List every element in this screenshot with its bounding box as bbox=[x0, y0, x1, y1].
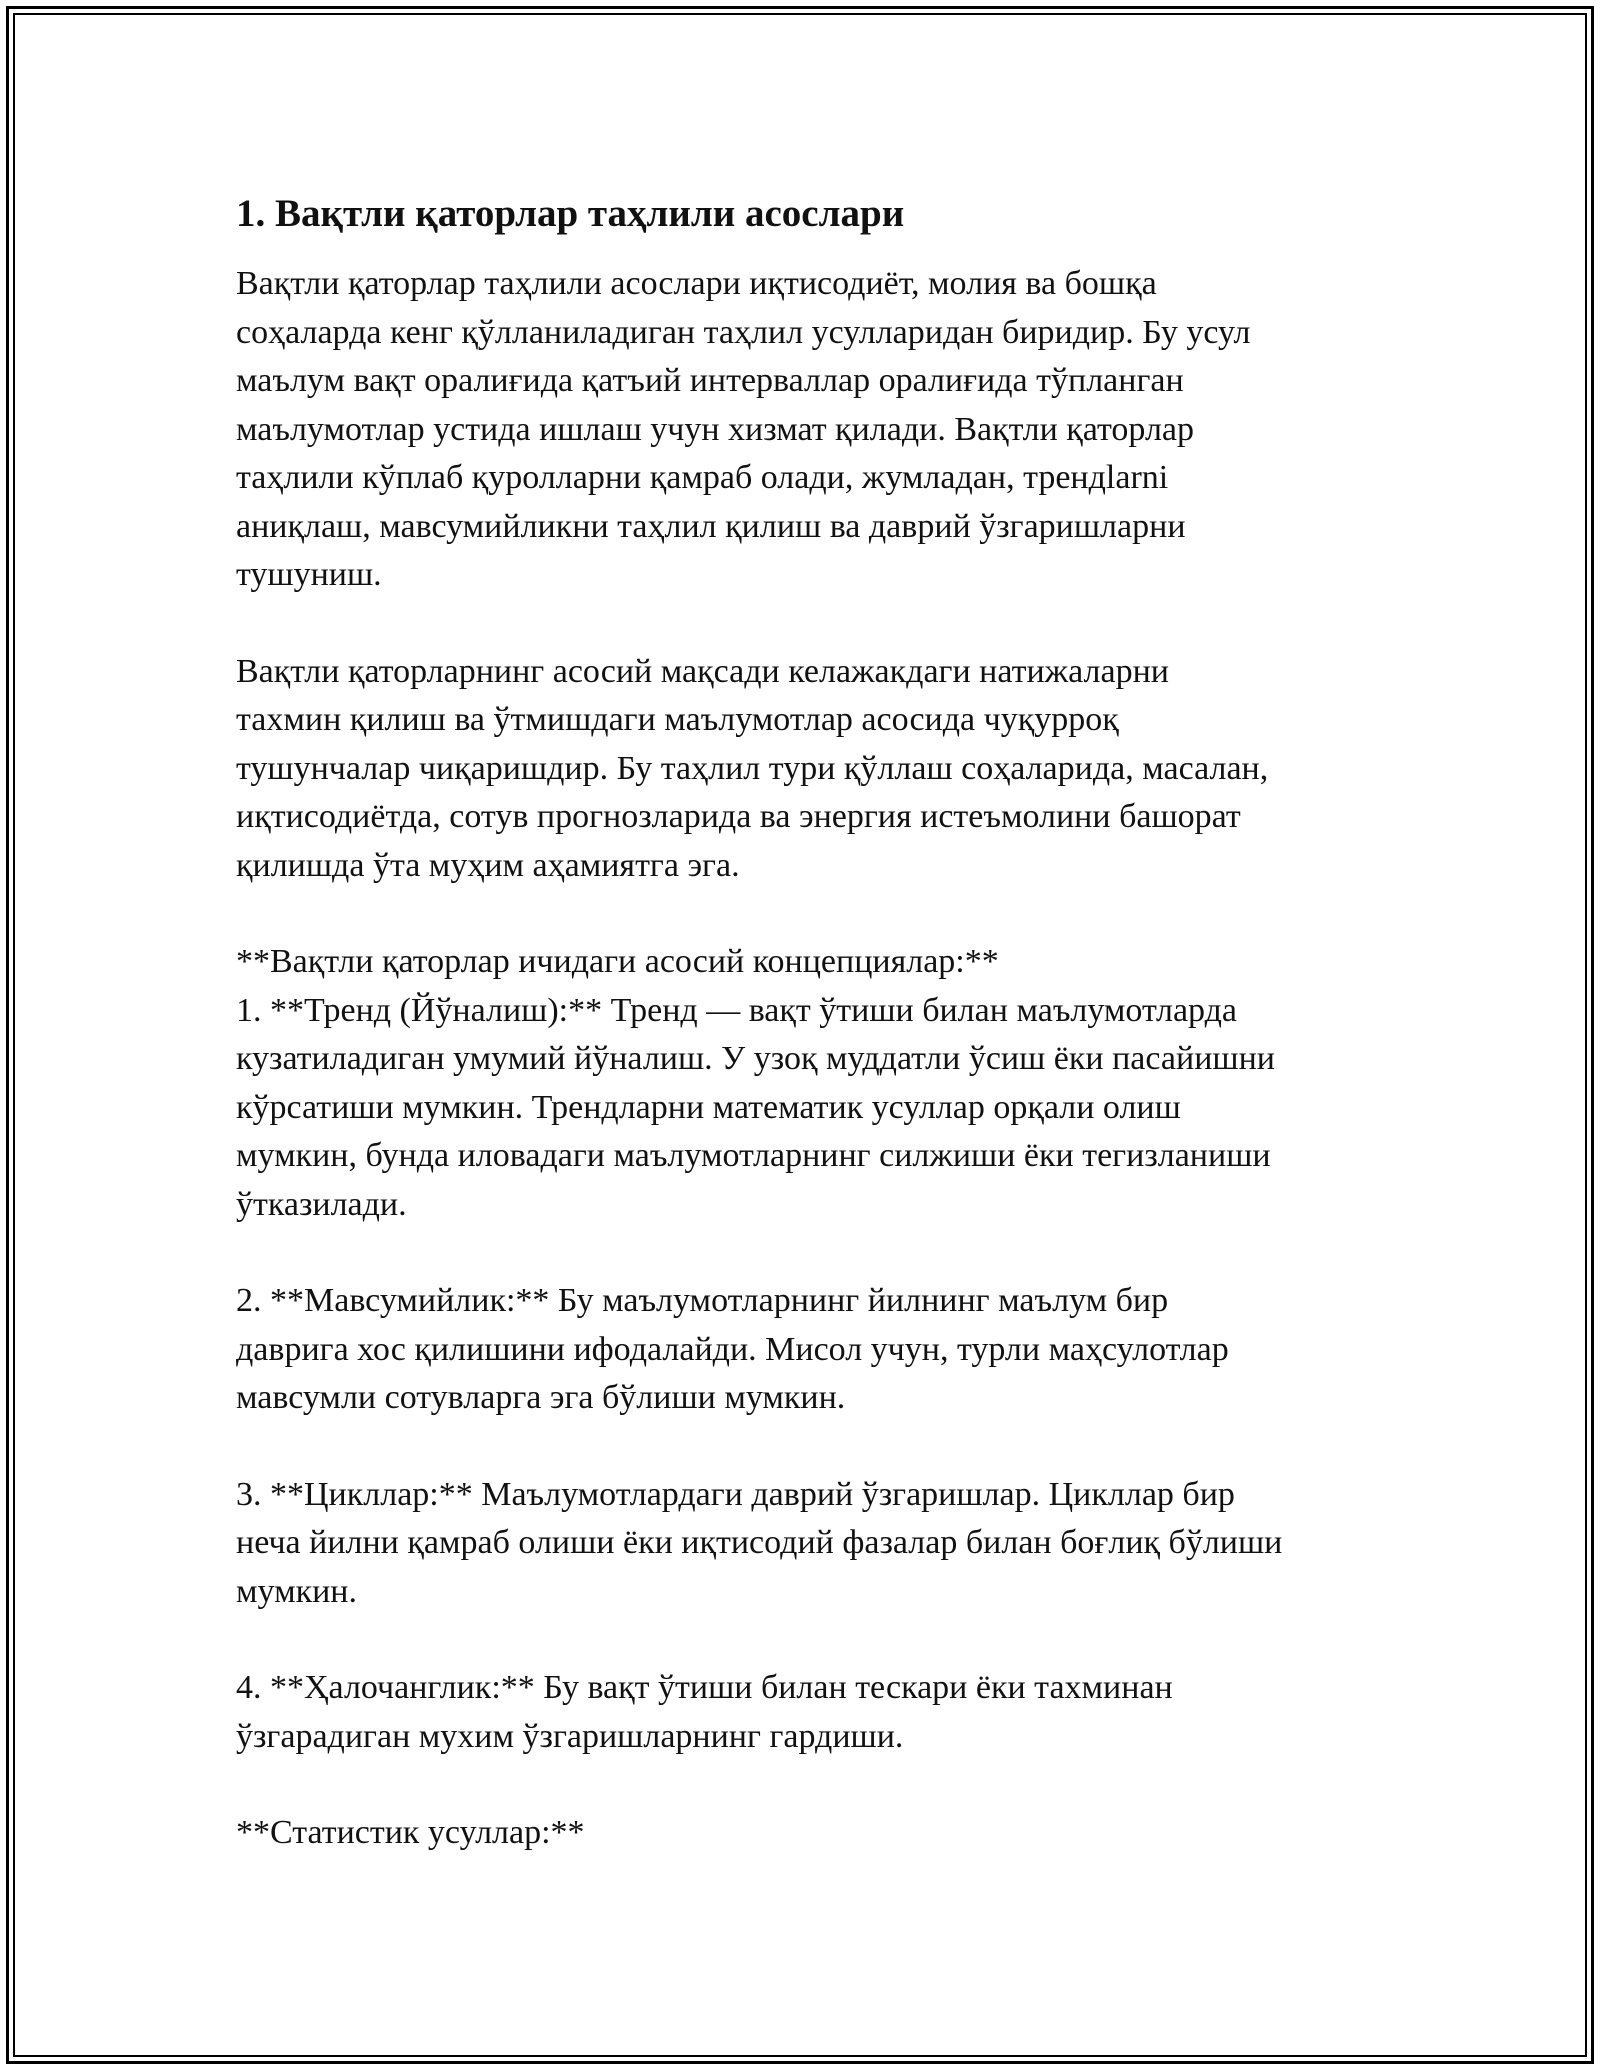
section-heading: 1. Вақтли қаторлар таҳлили асослари bbox=[236, 192, 905, 235]
seasonality-paragraph: 2. **Мавсумийлик:** Бу маълумотларнинг йилнинг маълум бир даврига хос қилишини ифодалайди. Мисол учун, турли маҳсулотлар мавсумли сотувларга эга бўлиши мумкин. bbox=[236, 1282, 1229, 1416]
volatility-paragraph: 4. **Ҳалочанглик:** Бу вақт ўтиши билан тескари ёки тахминан ўзгарадиган мухим ўзгаришларнинг гардиши. bbox=[236, 1669, 1173, 1755]
purpose-paragraph: Вақтли қаторларнинг асосий мақсади келажакдаги натижаларни тахмин қилиш ва ўтмишдаги маълумотлар асосида чуқурроқ тушунчалар чиқаришдир. Бу таҳлил тури қўллаш соҳаларида, масалан, иқтисодиётда, сотув прогнозларида ва энергия истеъмолини башорат қилишда ўта муҳим аҳамиятга эга. bbox=[236, 652, 1269, 884]
cycles-paragraph: 3. **Цикллар:** Маълумотлардаги даврий ўзгаришлар. Цикллар бир неча йилни қамраб олиши ёки иқтисодий фазалар билан боғлиқ бўлиши мумкин. bbox=[236, 1475, 1283, 1610]
intro-paragraph: Вақтли қаторлар таҳлили асослари иқтисодиёт, молия ва бошқа соҳаларда кенг қўлланиладиган таҳлил усулларидан биридир. Бу усул маълум вақт оралиғида қатъий интерваллар оралиғида тўпланган маълумотлар устида ишлаш учун хизмат қилади. Вақтли қаторлар таҳлили кўплаб қуролларни қамраб олади, жумладан, трендlarni аниқлаш, мавсумийликни таҳлил қилиш ва даврий ўзгаришларни тушуниш. bbox=[236, 265, 1251, 593]
key-concepts-paragraph: **Вақтли қаторлар ичидаги асосий концепциялар:** 1. **Тренд (Йўналиш):** Тренд — вақт ўтиши билан маълумотларда кузатиладиган умумий йўналиш. У узоқ муддатли ўсиш ёки пасайишни кўрсатиши мумкин. Трендларни математик усуллар орқали олиш мумкин, бунда иловадаги маълумотларнинг силжиши ёки тегизланиши ўтказилади. bbox=[236, 943, 1275, 1223]
document-body bbox=[236, 188, 1386, 1858]
statistical-methods-paragraph: **Статистик усуллар:** bbox=[236, 1814, 585, 1851]
